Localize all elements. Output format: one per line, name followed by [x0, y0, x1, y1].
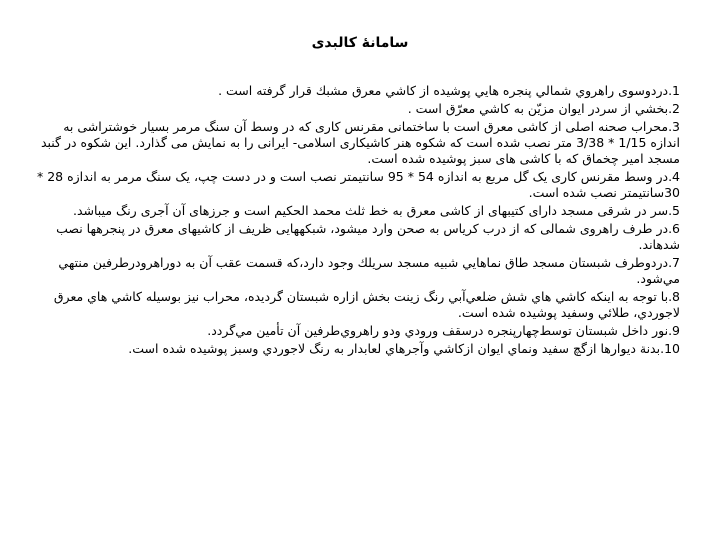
list-item-number: 6.	[668, 221, 680, 236]
list-item-text: بدنة ديوارها ازگچ سفيد ونماي ايوان ازكاشي وآجرهاي لعابدار به رنگ لاجوردي وسبز پوشيده شده است.	[128, 341, 661, 356]
slide-title: سامانهٔ کالبدی	[311, 35, 409, 51]
list-item-text: نور داخل شبستان توسط‌چهارپنجره درسقف ورودي ودو راهروي‌طرفين آن تأمين مي‌گردد.	[207, 323, 669, 338]
list-item-number: 10.	[660, 341, 680, 356]
list-item	[30, 169, 680, 201]
list-item-text: محراب صحنه اصلی از کاشی معرق است با ساختمانی مقرنس کاری که در وسط آن سنگ مرمر بسیار خوشتراشی به اندازه 1/15 * 3/38 متر نصب شده است که شکوه هنر کاشیکاری اسلامی- ایرانی را به نمایش می گذارد. این شکوه در گنبد مسجد امیر چخماق که با کاشی های سبز پوشیده شده است.	[40, 119, 680, 166]
list-item-text: با توجه به اينكه كاشي هاي شش ضلعي‌آبي رنگ زينت بخش ازاره شبستان گرديده، محراب نيز بوسيله كاشي هاي معرق لاجوردي، طلائي وسفيد پوشيده شده است.	[53, 289, 680, 320]
list-item-number: 5.	[668, 203, 680, 218]
list-item	[30, 221, 680, 253]
list-item-number: 9.	[668, 323, 680, 338]
bullet-list	[30, 83, 680, 359]
list-item-text: در وسط مقرنس کاری یک گل مربع به اندازه 54 * 95 سانتیمتر نصب است و در دست چپ، یک سنگ مرمر به اندازه 28 * 30سانتیمتر نصب شده است.	[36, 169, 680, 200]
list-item-text: سر در شرقی مسجد دارای کتیبهای از کاشی معرق به خط ثلث محمد الحکیم است و جرزهای آن آجری رنگ میباشد.	[72, 203, 669, 218]
list-item	[30, 255, 680, 287]
list-item-number: 1.	[668, 83, 680, 98]
list-item-text: دردوسوی راهروي شمالي پنجره هايي پوشيده از كاشي معرق مشبك قرار گرفته است .	[218, 83, 669, 98]
list-item	[30, 289, 680, 321]
list-item-text: بخشي از سردر ايوان مزيّن به كاشي معرّق است .	[407, 101, 669, 116]
list-item	[30, 83, 680, 99]
list-item	[30, 341, 680, 357]
list-item	[30, 119, 680, 167]
list-item-number: 2.	[668, 101, 680, 116]
list-item-text: دردوطرف شبستان مسجد طاق نماهايي شبيه مسجد سريلك وجود دارد،كه قسمت عقب آن به دوراهرودرطرفين منتهي مي‌شود.	[58, 255, 680, 286]
list-item-text: در طرف راهروی شمالی که از درب کریاس به صحن وارد میشود، شبکههایی ظریف از کاشیهای معرق در پنجرهها نصب شدهاند.	[56, 221, 680, 252]
list-item-number: 3.	[668, 119, 680, 134]
list-item-number: 4.	[668, 169, 680, 184]
list-item	[30, 101, 680, 117]
list-item-number: 8.	[668, 289, 680, 304]
list-item-number: 7.	[668, 255, 680, 270]
list-item	[30, 203, 680, 219]
list-item	[30, 323, 680, 339]
